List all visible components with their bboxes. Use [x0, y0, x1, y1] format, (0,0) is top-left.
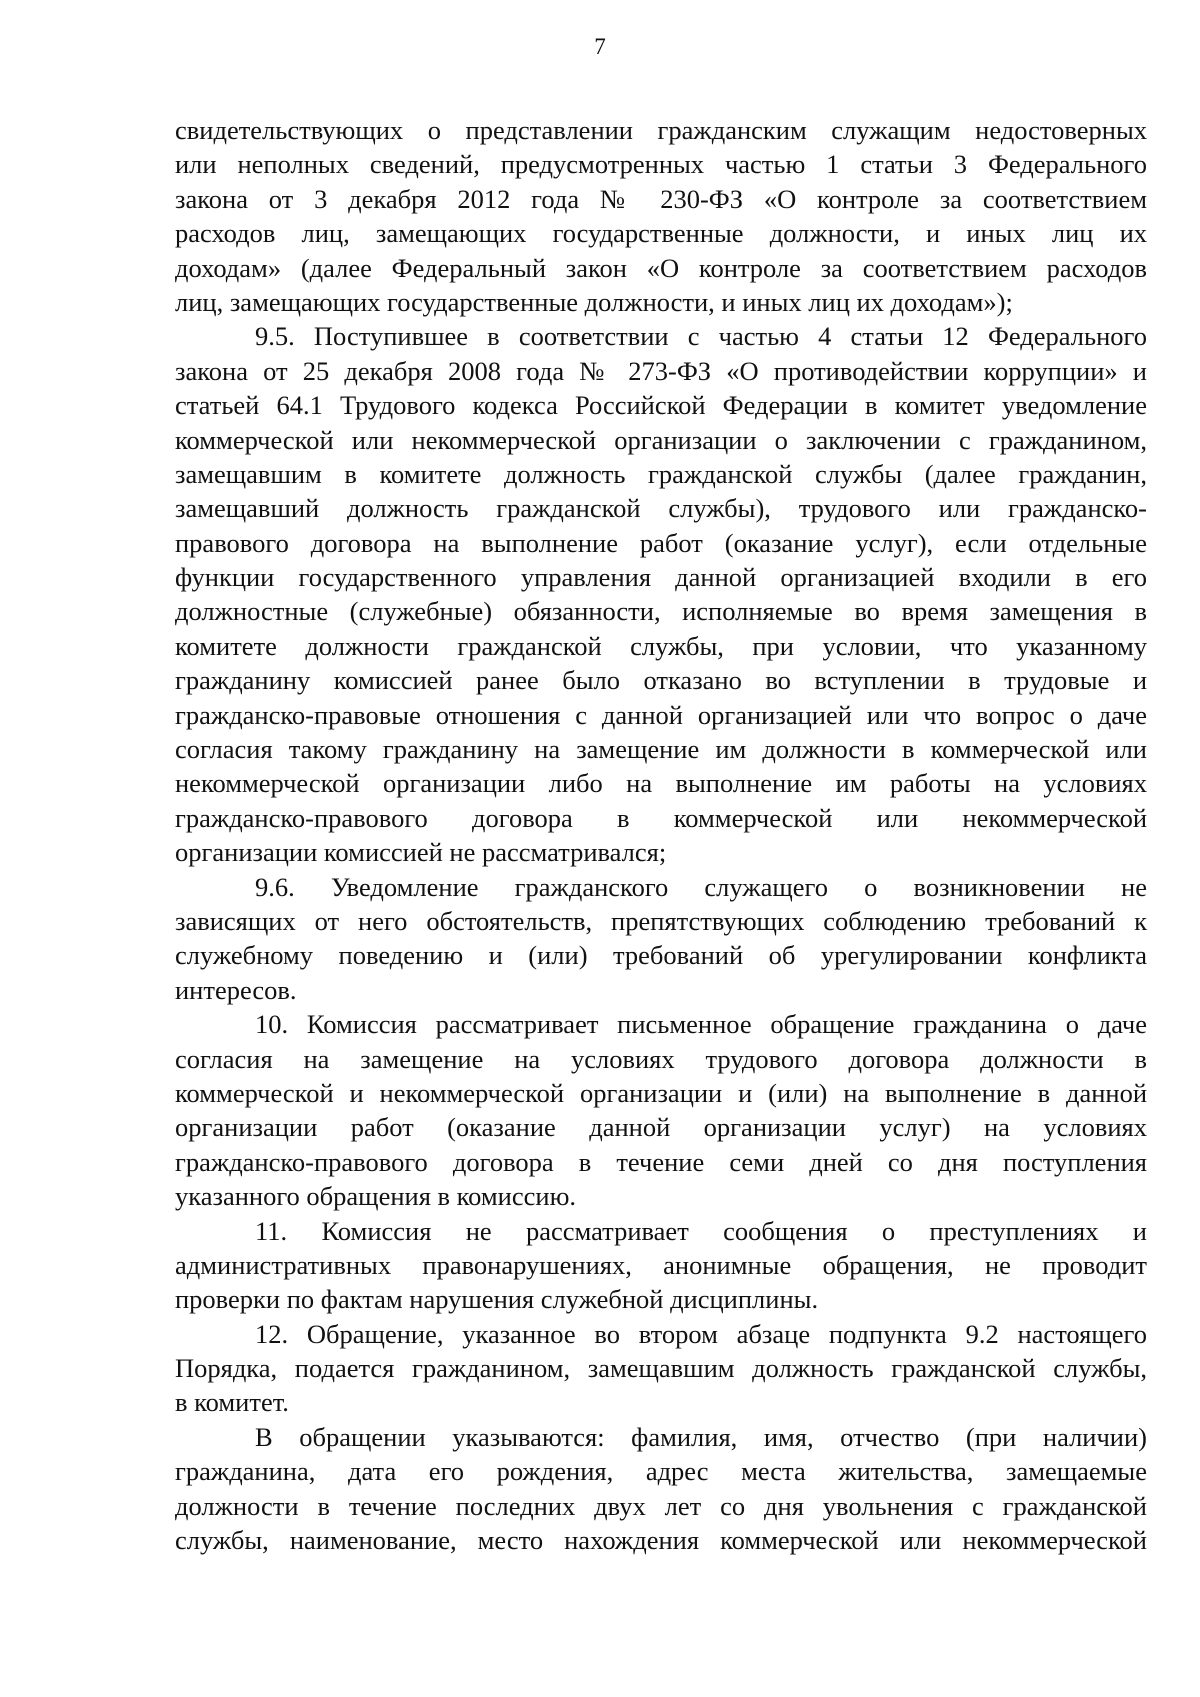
- text-line: служебному поведению и (или) требований об урегулировании конфликта: [175, 940, 1147, 971]
- text-line: должностные (служебные) обязанности, исполняемые во время замещения в: [175, 596, 1147, 627]
- text-line: или неполных сведений, предусмотренных частью 1 статьи 3 Федерального: [175, 149, 1147, 180]
- text-line: некоммерческой организации либо на выполнение им работы на условиях: [175, 768, 1147, 799]
- text-line: 9.5. Поступившее в соответствии с частью 4 статьи 12 Федерального: [255, 321, 1147, 352]
- text-line: гражданско-правовые отношения с данной организацией или что вопрос о даче: [175, 699, 1147, 730]
- text-line: закона от 25 декабря 2008 года № 273-ФЗ «О противодействии коррупции» и: [175, 355, 1147, 386]
- text-line: гражданина, дата его рождения, адрес места жительства, замещаемые: [175, 1456, 1147, 1487]
- text-line: указанного обращения в комиссию.: [175, 1181, 576, 1212]
- paragraph-item-11: [175, 1214, 1147, 1317]
- text-line: организации работ (оказание данной организации услуг) на условиях: [175, 1112, 1147, 1143]
- text-line: доходам» (далее Федеральный закон «О контроле за соответствием расходов: [175, 252, 1147, 283]
- text-line: закона от 3 декабря 2012 года № 230-ФЗ «О контроле за соответствием: [175, 183, 1147, 214]
- document-body: [175, 113, 1147, 1557]
- text-line: В обращении указываются: фамилия, имя, отчество (при наличии): [255, 1421, 1147, 1452]
- text-line: замещавший должность гражданской службы), трудового или гражданско-: [175, 493, 1147, 524]
- text-line: службы, наименование, место нахождения коммерческой или некоммерческой: [175, 1525, 1147, 1556]
- paragraph-item-9-5: [175, 319, 1147, 869]
- text-line: коммерческой или некоммерческой организации о заключении с гражданином,: [175, 424, 1147, 455]
- text-line: должности в течение последних двух лет со дня увольнения с гражданской: [175, 1490, 1147, 1521]
- paragraph-item-12: [175, 1317, 1147, 1420]
- text-line: коммерческой и некоммерческой организации и (или) на выполнение в данной: [175, 1077, 1147, 1108]
- text-line: функции государственного управления данной организацией входили в его: [175, 562, 1147, 593]
- text-line: административных правонарушениях, анонимные обращения, не проводит: [175, 1249, 1147, 1280]
- text-line: гражданско-правового договора в течение семи дней со дня поступления: [175, 1146, 1147, 1177]
- text-line: организации комиссией не рассматривался;: [175, 837, 667, 868]
- text-line: 11. Комиссия не рассматривает сообщения о преступлениях и: [255, 1215, 1147, 1246]
- text-line: проверки по фактам нарушения служебной дисциплины.: [175, 1284, 819, 1315]
- text-line: зависящих от него обстоятельств, препятствующих соблюдению требований к: [175, 905, 1147, 936]
- paragraph-item-9-6: [175, 870, 1147, 1008]
- text-line: Порядка, подается гражданином, замещавшим должность гражданской службы,: [175, 1353, 1147, 1384]
- text-line: комитете должности гражданской службы, при условии, что указанному: [175, 630, 1147, 661]
- text-line: замещавшим в комитете должность гражданской службы (далее гражданин,: [175, 458, 1147, 489]
- text-line: 12. Обращение, указанное во втором абзаце подпункта 9.2 настоящего: [255, 1318, 1147, 1349]
- text-line: расходов лиц, замещающих государственные должности, и иных лиц их: [175, 218, 1147, 249]
- text-line: лиц, замещающих государственные должности, и иных лиц их доходам»);: [175, 286, 1013, 317]
- text-line: интересов.: [175, 974, 297, 1005]
- text-line: свидетельствующих о представлении гражданским служащим недостоверных: [175, 115, 1147, 145]
- page-number: 7: [594, 34, 606, 59]
- paragraph-continuation: [175, 113, 1147, 319]
- text-line: согласия такому гражданину на замещение им должности в коммерческой или: [175, 734, 1147, 765]
- text-line: статьей 64.1 Трудового кодекса Российской Федерации в комитет уведомление: [175, 390, 1147, 421]
- text-line: правового договора на выполнение работ (оказание услуг), если отдельные: [175, 527, 1147, 558]
- text-line: 10. Комиссия рассматривает письменное обращение гражданина о даче: [255, 1009, 1147, 1040]
- text-line: гражданско-правового договора в коммерческой или некоммерческой: [175, 802, 1147, 833]
- text-line: в комитет.: [175, 1387, 289, 1418]
- paragraph-item-10: [175, 1007, 1147, 1213]
- paragraph-item-12-details: [175, 1420, 1147, 1558]
- text-line: гражданину комиссией ранее было отказано во вступлении в трудовые и: [175, 665, 1147, 696]
- text-line: 9.6. Уведомление гражданского служащего о возникновении не: [255, 871, 1147, 902]
- text-line: согласия на замещение на условиях трудового договора должности в: [175, 1043, 1147, 1074]
